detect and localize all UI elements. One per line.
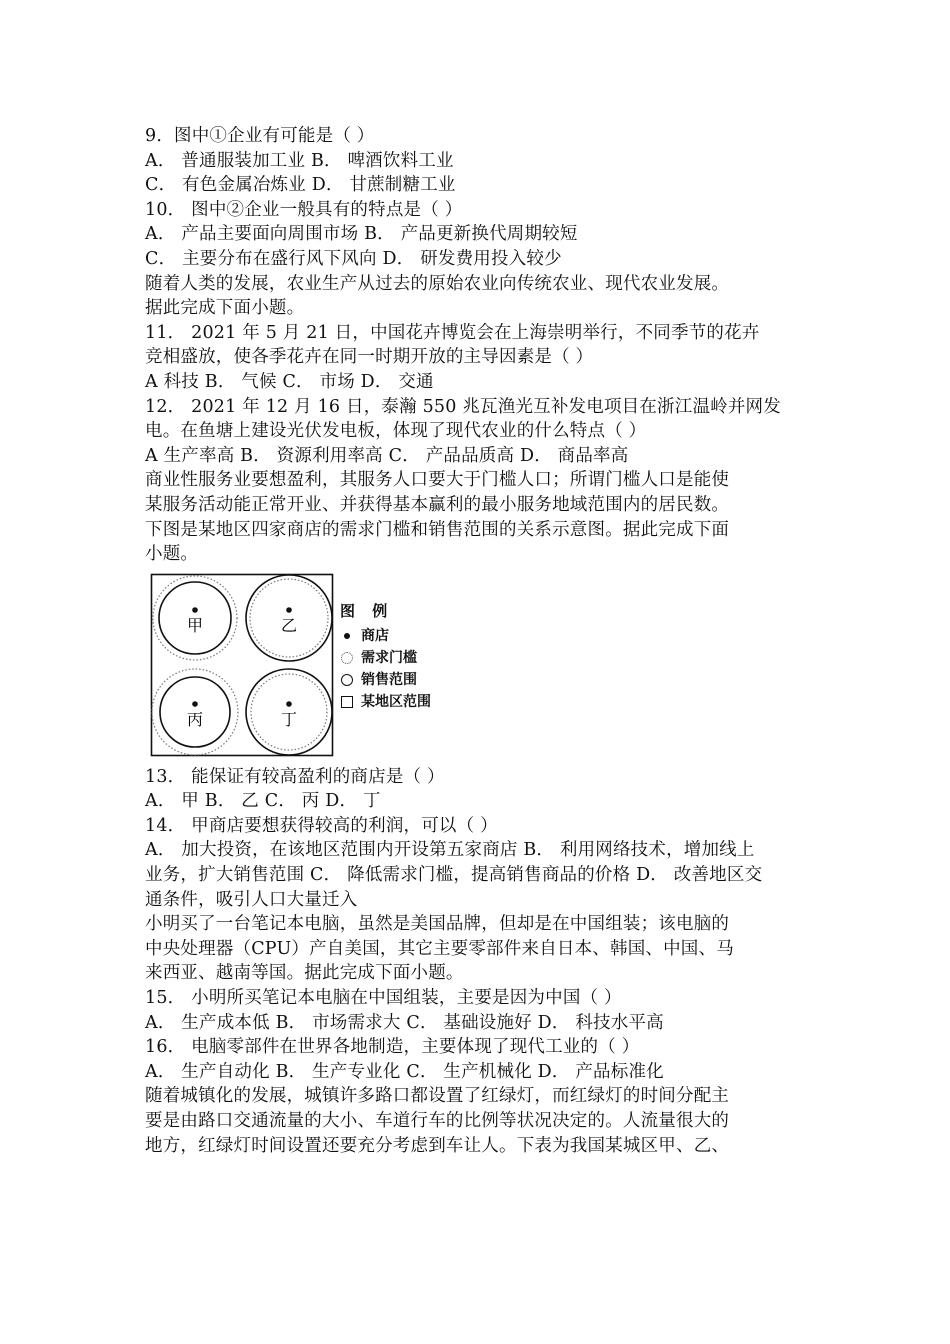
text-line: 10． 图中②企业一般具有的特点是（ ） <box>145 199 463 220</box>
text-line: 小题。 <box>145 544 199 565</box>
store-ding-dot <box>286 701 292 707</box>
text-line: 电。在鱼塘上建设光伏发电板，体现了现代农业的什么特点（ ） <box>145 421 647 442</box>
legend-label: 商店 <box>361 627 389 644</box>
legend-item-sales-range <box>340 669 460 691</box>
store-bing-label: 丙 <box>186 709 204 729</box>
text-line: 16． 电脑零部件在世界各地制造，主要体现了现代工业的（ ） <box>145 1037 640 1058</box>
text-line: 11． 2021 年 5 月 21 日，中国花卉博览会在上海崇明举行，不同季节的花卉 <box>145 322 760 343</box>
text-line: 竞相盛放，使各季花卉在同一时期开放的主导因素是（ ） <box>145 347 594 368</box>
store-yi-label: 乙 <box>280 615 298 635</box>
store-yi-dot <box>286 607 292 613</box>
legend-item-region <box>340 691 460 713</box>
store-jia-label: 甲 <box>186 615 204 635</box>
square-icon <box>340 695 354 709</box>
region-map <box>150 573 334 757</box>
legend-label: 销售范围 <box>361 671 417 688</box>
region-boundary <box>152 574 333 755</box>
text-line: 随着人类的发展，农业生产从过去的原始农业向传统农业、现代农业发展。 <box>145 273 730 294</box>
text-line: 来西亚、越南等国。据此完成下面小题。 <box>145 963 464 984</box>
legend-title: 图 例 <box>340 601 394 620</box>
circle-icon <box>340 673 354 687</box>
text-line: 商业性服务业要想盈利，其服务人口要大于门槛人口；所谓门槛人口是能使 <box>145 470 730 491</box>
text-line: 中央处理器（CPU）产自美国，其它主要零部件来自日本、韩国、中国、马 <box>145 938 734 959</box>
text-line: 随着城镇化的发展，城镇许多路口都设置了红绿灯，而红绿灯的时间分配主 <box>145 1086 730 1107</box>
text-line: 15． 小明所买笔记本电脑在中国组装，主要是因为中国（ ） <box>145 988 622 1009</box>
legend-label: 某地区范围 <box>361 693 431 710</box>
text-line: A． 甲 B． 乙 C． 丙 D． 丁 <box>145 791 381 812</box>
document-page <box>145 124 825 1158</box>
text-line: 9．图中①企业有可能是（ ） <box>145 126 375 146</box>
text-line: A． 生产自动化 B． 生产专业化 C． 生产机械化 D． 产品标准化 <box>145 1061 664 1082</box>
text-line: C． 有色金属冶炼业 D． 甘蔗制糖工业 <box>145 175 456 196</box>
text-line: 要是由路口交通流量的大小、车道行车的比例等状况决定的。人流量很大的 <box>145 1111 730 1131</box>
store-jia-dot <box>192 607 198 613</box>
text-line: A 生产率高 B． 资源利用率高 C． 产品品质高 D． 商品率高 <box>145 445 629 466</box>
text-line: 某服务活动能正常开业、并获得基本赢利的最小服务地域范围内的居民数。 <box>145 494 730 515</box>
text-line: A． 加大投资，在该地区范围内开设第五家商店 B． 利用网络技术，增加线上 <box>145 840 755 861</box>
text-block-bottom <box>145 765 825 1159</box>
text-line: A． 普通服装加工业 B． 啤酒饮料工业 <box>145 150 454 171</box>
text-line: A 科技 B． 气候 C． 市场 D． 交通 <box>145 371 434 392</box>
legend-item-store <box>340 625 460 647</box>
text-line: A． 生产成本低 B． 市场需求大 C． 基础设施好 D． 科技水平高 <box>145 1012 664 1033</box>
text-line: 下图是某地区四家商店的需求门槛和销售范围的关系示意图。据此完成下面 <box>145 519 730 540</box>
text-block-top <box>145 124 825 567</box>
dotted-circle-icon <box>340 651 354 665</box>
legend <box>340 597 460 713</box>
legend-label: 需求门槛 <box>361 649 417 666</box>
text-line: 地方，红绿灯时间设置还要充分考虑到车让人。下表为我国某城区甲、乙、 <box>145 1135 730 1156</box>
text-line: 14． 甲商店要想获得较高的利润，可以（ ） <box>145 815 498 836</box>
text-line: 据此完成下面小题。 <box>145 298 305 319</box>
dot-icon <box>340 629 354 643</box>
text-line: 通条件，吸引人口大量迁入 <box>145 889 358 910</box>
text-line: 13． 能保证有较高盈利的商店是（ ） <box>145 766 445 787</box>
text-line: 12． 2021 年 12 月 16 日，泰瀚 550 兆瓦渔光互补发电项目在浙江温岭并网发 <box>145 396 781 417</box>
text-line: A． 产品主要面向周围市场 B． 产品更新换代周期较短 <box>145 224 578 245</box>
text-line: 小明买了一台笔记本电脑，虽然是美国品牌，但却是在中国组装；该电脑的 <box>145 914 730 935</box>
store-threshold-figure <box>150 573 825 757</box>
legend-item-threshold <box>340 647 460 669</box>
text-line: C． 主要分布在盛行风下风向 D． 研发费用投入较少 <box>145 248 562 269</box>
store-bing-dot <box>192 701 198 707</box>
text-line: 业务，扩大销售范围 C． 降低需求门槛，提高销售商品的价格 D． 改善地区交 <box>145 865 763 886</box>
store-ding-label: 丁 <box>280 709 298 729</box>
